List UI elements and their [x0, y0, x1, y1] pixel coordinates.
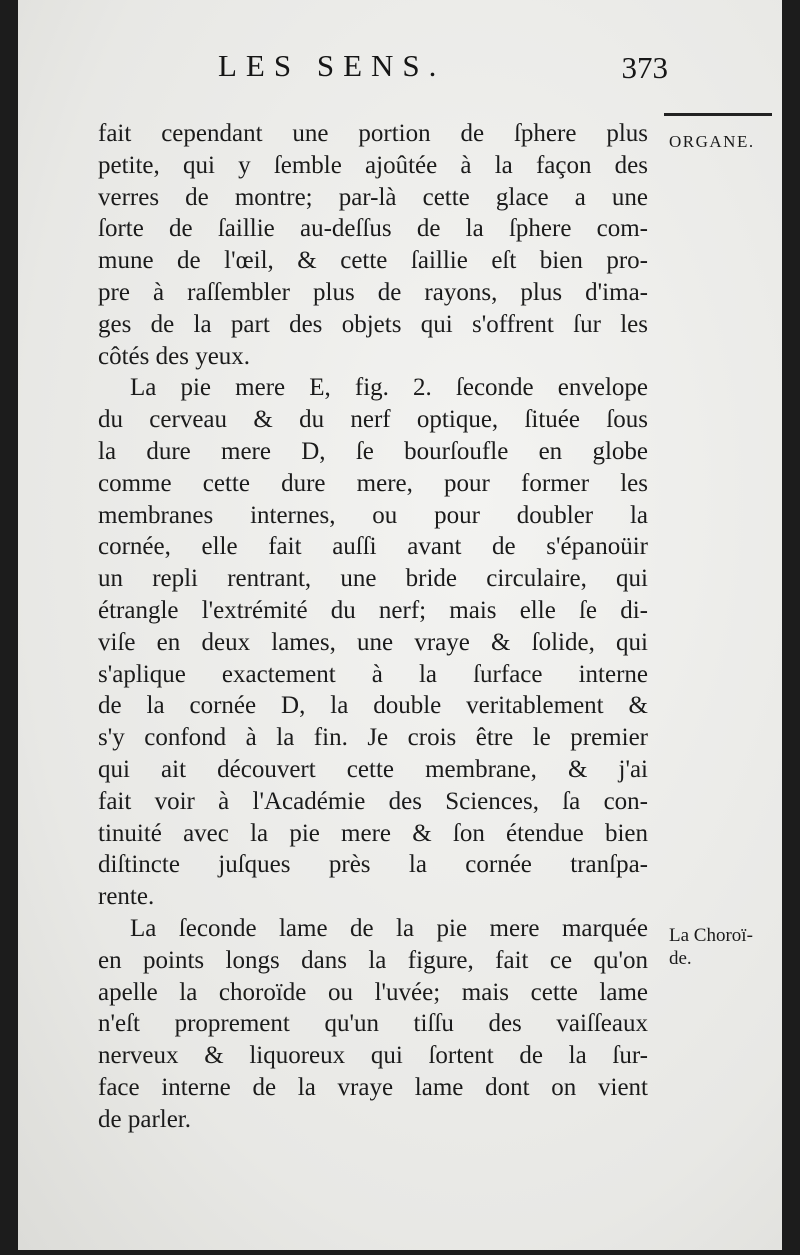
margin-note-choroide: [669, 924, 789, 970]
text-line: comme cette dure mere, pour former les: [98, 469, 648, 497]
running-title: LES SENS.: [218, 48, 446, 83]
text-line: membranes internes, ou pour doubler la: [98, 501, 648, 529]
text-line: La ſeconde lame de la pie mere marquée: [130, 914, 648, 942]
text-line: face interne de la vraye lame dont on vient: [98, 1073, 648, 1101]
margin-note-organe: ORGANE.: [669, 132, 755, 151]
text-line: n'eſt proprement qu'un tiſſu des vaiſſeaux: [98, 1010, 648, 1038]
text-line: s'aplique exactement à la ſurface interne: [98, 660, 648, 688]
text-line: tinuité avec la pie mere & ſon étendue bien: [98, 819, 648, 847]
text-line: ges de la part des objets qui s'offrent ſur les: [98, 310, 648, 338]
text-line: fait voir à l'Académie des Sciences, ſa con-: [98, 787, 648, 815]
margin-rule: [664, 113, 772, 116]
running-head: [218, 48, 668, 88]
book-page: [18, 0, 782, 1250]
text-line: apelle la choroïde ou l'uvée; mais cette lame: [98, 978, 648, 1006]
text-line: de la cornée D, la double veritablement &: [98, 692, 648, 720]
margin-note-choroide-line2: de.: [669, 948, 692, 969]
text-line: viſe en deux lames, une vraye & ſolide, qui: [98, 628, 648, 656]
page-number: 373: [621, 50, 668, 85]
text-line: en points longs dans la figure, fait ce qu'on: [98, 946, 648, 974]
text-line: étrangle l'extrémité du nerf; mais elle ſe di-: [98, 596, 648, 624]
text-line: La pie mere E, fig. 2. ſeconde envelope: [130, 374, 648, 402]
text-line: s'y confond à la fin. Je crois être le premier: [98, 724, 648, 752]
text-line: de parler.: [98, 1105, 192, 1133]
margin-note-choroide-line1: La Choroï-: [669, 925, 753, 946]
text-line: cornée, elle fait auſſi avant de s'épanoüir: [98, 533, 648, 561]
text-line: rente.: [98, 883, 155, 911]
text-line: mune de l'œil, & cette ſaillie eſt bien pro-: [98, 247, 648, 275]
text-line: diſtincte juſques près la cornée tranſpa-: [98, 851, 648, 879]
text-line: qui ait découvert cette membrane, & j'ai: [98, 755, 648, 783]
text-line: du cerveau & du nerf optique, ſituée ſous: [98, 406, 648, 434]
text-line: un repli rentrant, une bride circulaire, qui: [98, 565, 648, 593]
text-line: côtés des yeux.: [98, 342, 251, 370]
text-line: petite, qui y ſemble ajoûtée à la façon des: [98, 151, 648, 179]
text-line: nerveux & liquoreux qui ſortent de la ſur-: [98, 1042, 648, 1070]
text-line: la dure mere D, ſe bourſoufle en globe: [98, 437, 648, 465]
text-line: verres de montre; par-là cette glace a une: [98, 183, 648, 211]
body-text: [98, 118, 648, 1136]
text-line: fait cependant une portion de ſphere plus: [98, 120, 648, 147]
text-line: pre à raſſembler plus de rayons, plus d'ima-: [98, 278, 648, 306]
text-line: ſorte de ſaillie au-deſſus de la ſphere com-: [98, 215, 648, 243]
